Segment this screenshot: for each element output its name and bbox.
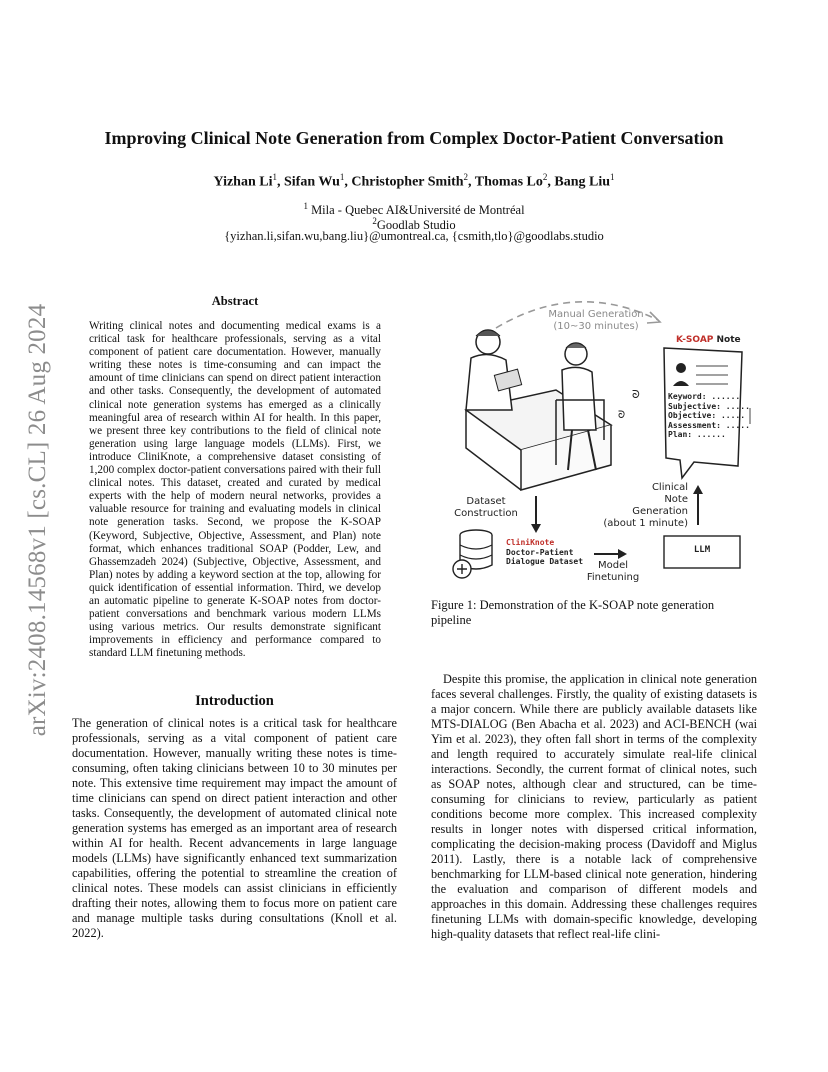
dataset-arrow-head	[531, 524, 541, 533]
note-field: Keyword: ......	[668, 392, 741, 401]
author-name: Bang Liu	[554, 174, 611, 190]
affiliation-mark: 2	[372, 216, 377, 226]
dataset-name: CliniKnote	[506, 538, 555, 547]
abstract-body	[89, 320, 381, 660]
affiliation-mark: 1	[303, 201, 308, 211]
dataset-label	[506, 538, 583, 567]
manual-generation-text: Manual Generation	[548, 309, 644, 320]
dataset-construction-label: Dataset Construction	[454, 496, 518, 519]
note-fields	[668, 392, 750, 440]
ksoap-prefix: K-SOAP	[676, 335, 714, 345]
note-field: Plan: ......	[668, 430, 726, 439]
note-field: Objective: .....	[668, 411, 746, 420]
patient-shirt	[562, 367, 596, 430]
model-finetuning-label: Model Finetuning	[586, 560, 640, 583]
author-emails: {yizhan.li,sifan.wu,bang.liu}@umontreal.ca, {csmith,tlo}@goodlabs.studio	[224, 229, 604, 243]
author-mark: 2	[463, 172, 469, 182]
author-name: Yizhan Li	[213, 174, 273, 190]
right-column-text: Despite this promise, the application in clinical note generation faces several challenges. Firstly, the quality of existing datasets is a major concern. While there are publicly available datasets like MTS-DIALOG (Ben Abacha et al. 2023) and ACI-BENCH (wai Yim et al. 2023), they often fall short in terms of the complexity and length required to accurately simulate real-life clinical interactions. Secondly, the current format of clinical notes, such as SOAP notes, although clear and structured, can be time-consuming for clinicians to review, particularly as patient conditions become more complex. This increased complexity results in longer notes with dispersed critical information, complicating the decision-making process (Davidoff and Miglus 2011). Lastly, there is a notable lack of comprehensive benchmarking for LLM-based clinical note generation, hindering the evaluation and comparison of different models and approaches in this domain. Addressing these challenges requires finetuning LLMs with domain-specific knowledge, developing high-quality datasets that reflect real-life clini-	[431, 672, 757, 941]
figure-caption: Figure 1: Demonstration of the K-SOAP note generation pipeline	[431, 598, 715, 627]
note-field: Subjective: .....	[668, 401, 750, 411]
introduction-text: The generation of clinical notes is a critical task for healthcare professionals, serving as a vital component of patient care documentation. However, manually writing these notes is time-consuming, often taking clinicians between 10 to 30 minutes per note. This extensive time requirement may impact the amount of time clinicians can spend on direct patient interaction and other tasks. Consequently, the development of automated clinical note generation systems has emerged as an important area of research within AI for health. Recent advancements in large language models (LLMs) have significantly enhanced text summarization capabilities, offering the potential to streamline the creation of clinical notes. These models can assist clinicians in efficiently drafting their notes, allowing them to focus more on patient care and manage multiple tasks during consultations (Knoll et al. 2022).	[72, 716, 397, 940]
introduction-body	[72, 716, 397, 941]
doctor-hair	[476, 330, 500, 336]
note-field: Assessment: .....	[668, 420, 750, 430]
introduction-heading: Introduction	[195, 693, 274, 709]
arxiv-sidebar	[20, 285, 56, 755]
affiliation-text: Goodlab Studio	[376, 218, 456, 233]
manual-generation-label	[536, 309, 656, 333]
author-name: Sifan Wu	[283, 174, 340, 190]
author-name: Christopher Smith	[351, 174, 464, 190]
clinical-note-generation-label: Clinical Note Generation (about 1 minute)	[603, 482, 688, 529]
generation-arrow-head	[693, 485, 703, 494]
affiliation-text: Mila - Quebec AI&Université de Montréal	[307, 203, 525, 218]
speech-mark: ᘐ	[632, 388, 640, 401]
author-mark: 1	[610, 172, 615, 182]
finetune-arrow-head	[618, 549, 627, 559]
manual-generation-time: (10~30 minutes)	[553, 321, 639, 332]
author-mark: 1	[272, 172, 277, 182]
paper-title: Improving Clinical Note Generation from Complex Doctor-Patient Conversation	[104, 128, 724, 148]
note-avatar-head	[676, 363, 686, 373]
author-mark: 1	[339, 172, 345, 182]
arxiv-identifier: arXiv:2408.14568v1 [cs.CL] 26 Aug 2024	[24, 303, 51, 737]
llm-label: LLM	[693, 545, 711, 555]
author-name: Thomas Lo	[474, 174, 543, 190]
author-mark: 2	[542, 172, 548, 182]
ksoap-suffix: Note	[713, 335, 741, 345]
ksoap-note-title	[676, 334, 741, 346]
right-column-body	[431, 672, 757, 942]
author-list: Yizhan Li$^1$, Sifan Wu$^1$, Christopher Smith$^2$, Thomas Lo$^2$, Bang Liu$^1$	[213, 172, 615, 190]
abstract-heading: Abstract	[211, 294, 259, 308]
dataset-description: Doctor-Patient Dialogue Dataset	[506, 547, 584, 566]
patient-hair	[566, 343, 586, 348]
speech-mark: ᘐ	[618, 410, 626, 421]
abstract-text: Writing clinical notes and documenting medical exams is a critical task for healthcare professionals, serving as a vital component of patient care documentation. However, manually writing these notes is time-consuming and can impact the amount of time clinicians can spend on direct patient interaction and other tasks. Consequently, the development of automated clinical note generation systems has emerged as a clinically meaningful area of research within AI for health. In this paper, we present three key contributions to the field of clinical note generation using large language models (LLMs). First, we introduce CliniKnote, a comprehensive dataset consisting of 1,200 complex doctor-patient conversations paired with their full clinical notes. This dataset, created and curated by medical experts with the help of modern neural networks, provides a valuable resource for training and evaluating models in clinical note generation tasks. Second, we propose the K-SOAP (Keyword, Subjective, Objective, Assessment, and Plan) note format, which enhances traditional SOAP (Podder, Lew, and Ghassemzadeh 2024) (Subjective, Objective, Assessment, and Plan) notes by adding a keyword section at the top, allowing for quick identification of essential information. Third, we develop an automatic pipeline to generate K-SOAP notes from doctor-patient conversations and benchmark various modern LLMs using various metrics. Our results demonstrate significant improvements in efficiency and performance compared to standard LLM finetuning methods.	[89, 320, 381, 660]
figure-1	[436, 290, 756, 590]
